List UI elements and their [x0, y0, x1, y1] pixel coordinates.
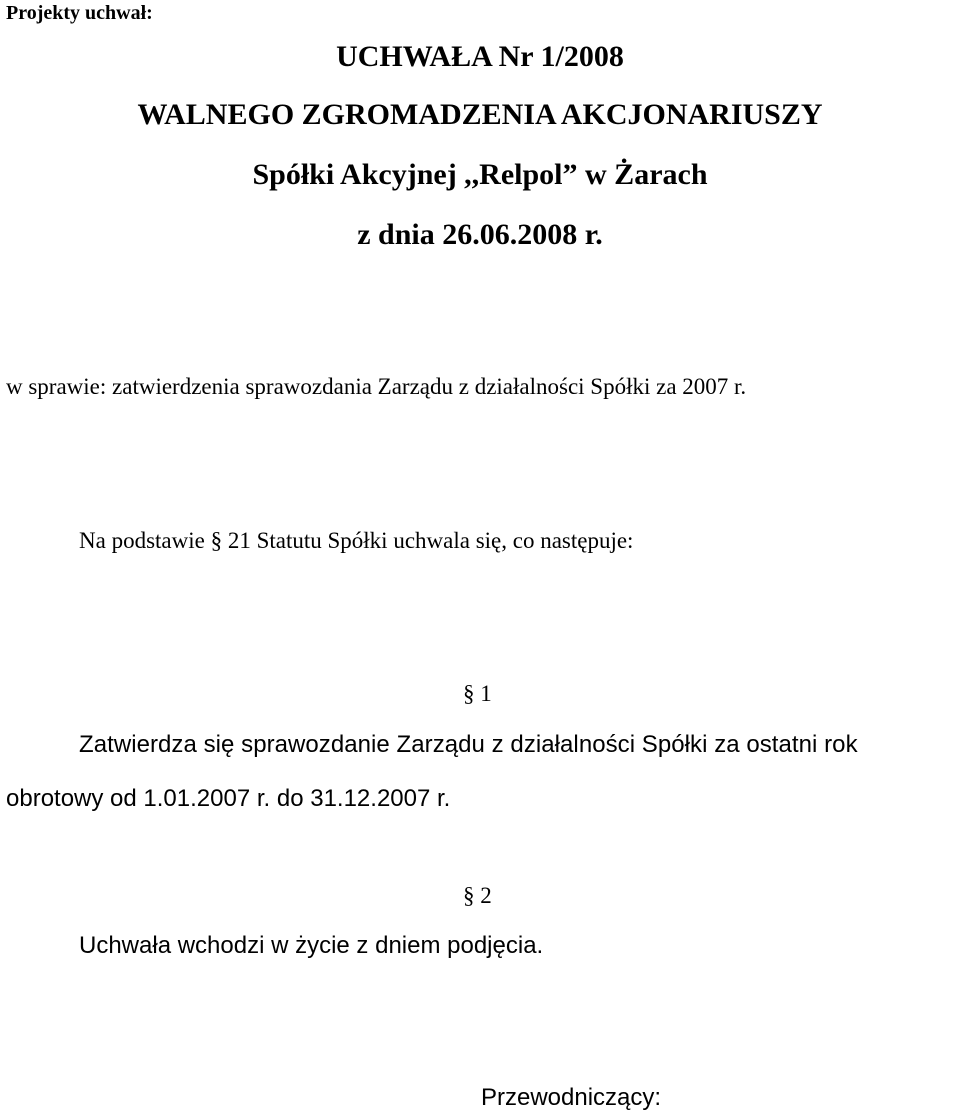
section-label: Projekty uchwał: [6, 2, 153, 24]
company-name: Spółki Akcyjnej ,,Relpol” w Żarach [252, 158, 708, 191]
paragraph-2-text: Uchwała wchodzi w życie z dniem podjęcia. [79, 932, 544, 959]
signature-label: Przewodniczący: [481, 1084, 662, 1111]
resolution-date: z dnia 26.06.2008 r. [357, 218, 603, 251]
paragraph-2-mark: § 2 [463, 883, 492, 908]
assembly-name: WALNEGO ZGROMADZENIA AKCJONARIUSZY [137, 98, 823, 131]
paragraph-1-text-line-1: Zatwierdza się sprawozdanie Zarządu z działalności Spółki za ostatni rok [79, 731, 858, 758]
resolution-subject: w sprawie: zatwierdzenia sprawozdania Zarządu z działalności Spółki za 2007 r. [6, 374, 747, 399]
resolution-title: UCHWAŁA Nr 1/2008 [336, 40, 624, 73]
legal-basis: Na podstawie § 21 Statutu Spółki uchwala się, co następuje: [79, 528, 634, 553]
paragraph-1-text-line-2: obrotowy od 1.01.2007 r. do 31.12.2007 r. [6, 785, 451, 812]
paragraph-1-mark: § 1 [463, 681, 492, 706]
